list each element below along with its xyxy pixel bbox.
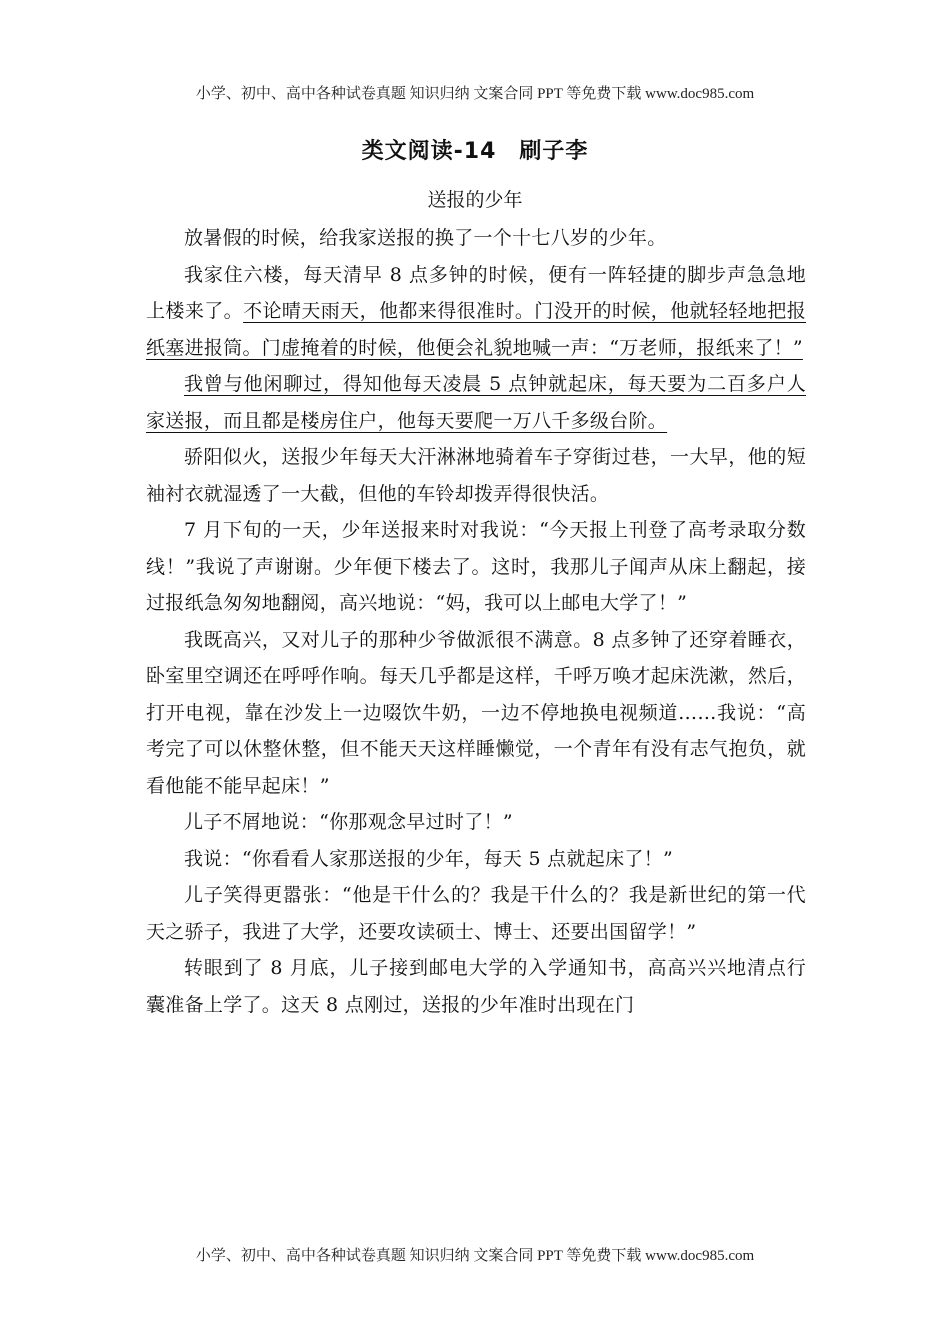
paragraph-1: 放暑假的时候，给我家送报的换了一个十七八岁的少年。 [184,227,667,249]
paragraph-7: 儿子不屑地说：“你那观念早过时了！” [184,811,513,833]
paragraph-3 [146,366,806,439]
document-title: 类文阅读-14 刷子李 [361,139,589,164]
paragraph-9: 儿子笑得更嚣张：“他是干什么的？我是干什么的？我是新世纪的第一代天之骄子，我进了大学，还要攻读硕士、博士、还要出国留学！” [146,884,806,943]
article-title: 送报的少年 [427,189,523,211]
paragraph-4: 骄阳似火，送报少年每天大汗淋淋地骑着车子穿街过巷，一大早，他的短袖衬衣就湿透了一大截，但他的车铃却拨弄得很快活。 [146,446,806,505]
article-body [146,220,806,1023]
page-footer: 小学、初中、高中各种试卷真题 知识归纳 文案合同 PPT 等免费下载 www.doc985.com [195,1248,755,1264]
paragraph-2-text: 我家住六楼，每天清早 8 点多钟的时候，便有一阵轻捷的脚步声急急地上楼来了。 [146,263,806,322]
page-header: 小学、初中、高中各种试卷真题 知识归纳 文案合同 PPT 等免费下载 www.doc985.com [195,86,755,102]
paragraph-6: 我既高兴，又对儿子的那种少爷做派很不满意。8 点多钟了还穿着睡衣，卧室里空调还在呼呼作响。每天几乎都是这样，千呼万唤才起床洗漱，然后，打开电视，靠在沙发上一边啜饮牛奶，一边不停地换电视频道……我说：“高考完了可以休整休整，但不能天天这样睡懒觉，一个青年有没有志气抱负，就看他能不能早起床！” [146,628,806,797]
paragraph-10: 转眼到了 8 月底，儿子接到邮电大学的入学通知书，高高兴兴地清点行囊准备上学了。这天 8 点刚过，送报的少年准时出现在门 [146,957,806,1016]
paragraph-8: 我说：“你看看人家那送报的少年，每天 5 点就起床了！” [184,847,673,870]
underlined-sentence-1: 不论晴天雨天，他都来得很准时。门没开的时候，他就轻轻地把报纸塞进报筒。门虚掩着的时候，他便会礼貌地喊一声：“万老师，报纸来了！” [146,300,806,359]
paragraph-5: 7 月下旬的一天，少年送报来时对我说：“今天报上刊登了高考录取分数线！”我说了声谢谢。少年便下楼去了。这时，我那儿子闻声从床上翻起，接过报纸急匆匆地翻阅，高兴地说：“妈，我可以上邮电大学了！” [146,519,806,614]
underlined-sentence-2: 我曾与他闲聊过，得知他每天凌晨 5 点钟就起床，每天要为二百多户人家送报，而且都是楼房住户，他每天要爬一万八千多级台阶。 [146,373,806,432]
paragraph-2 [146,257,806,367]
